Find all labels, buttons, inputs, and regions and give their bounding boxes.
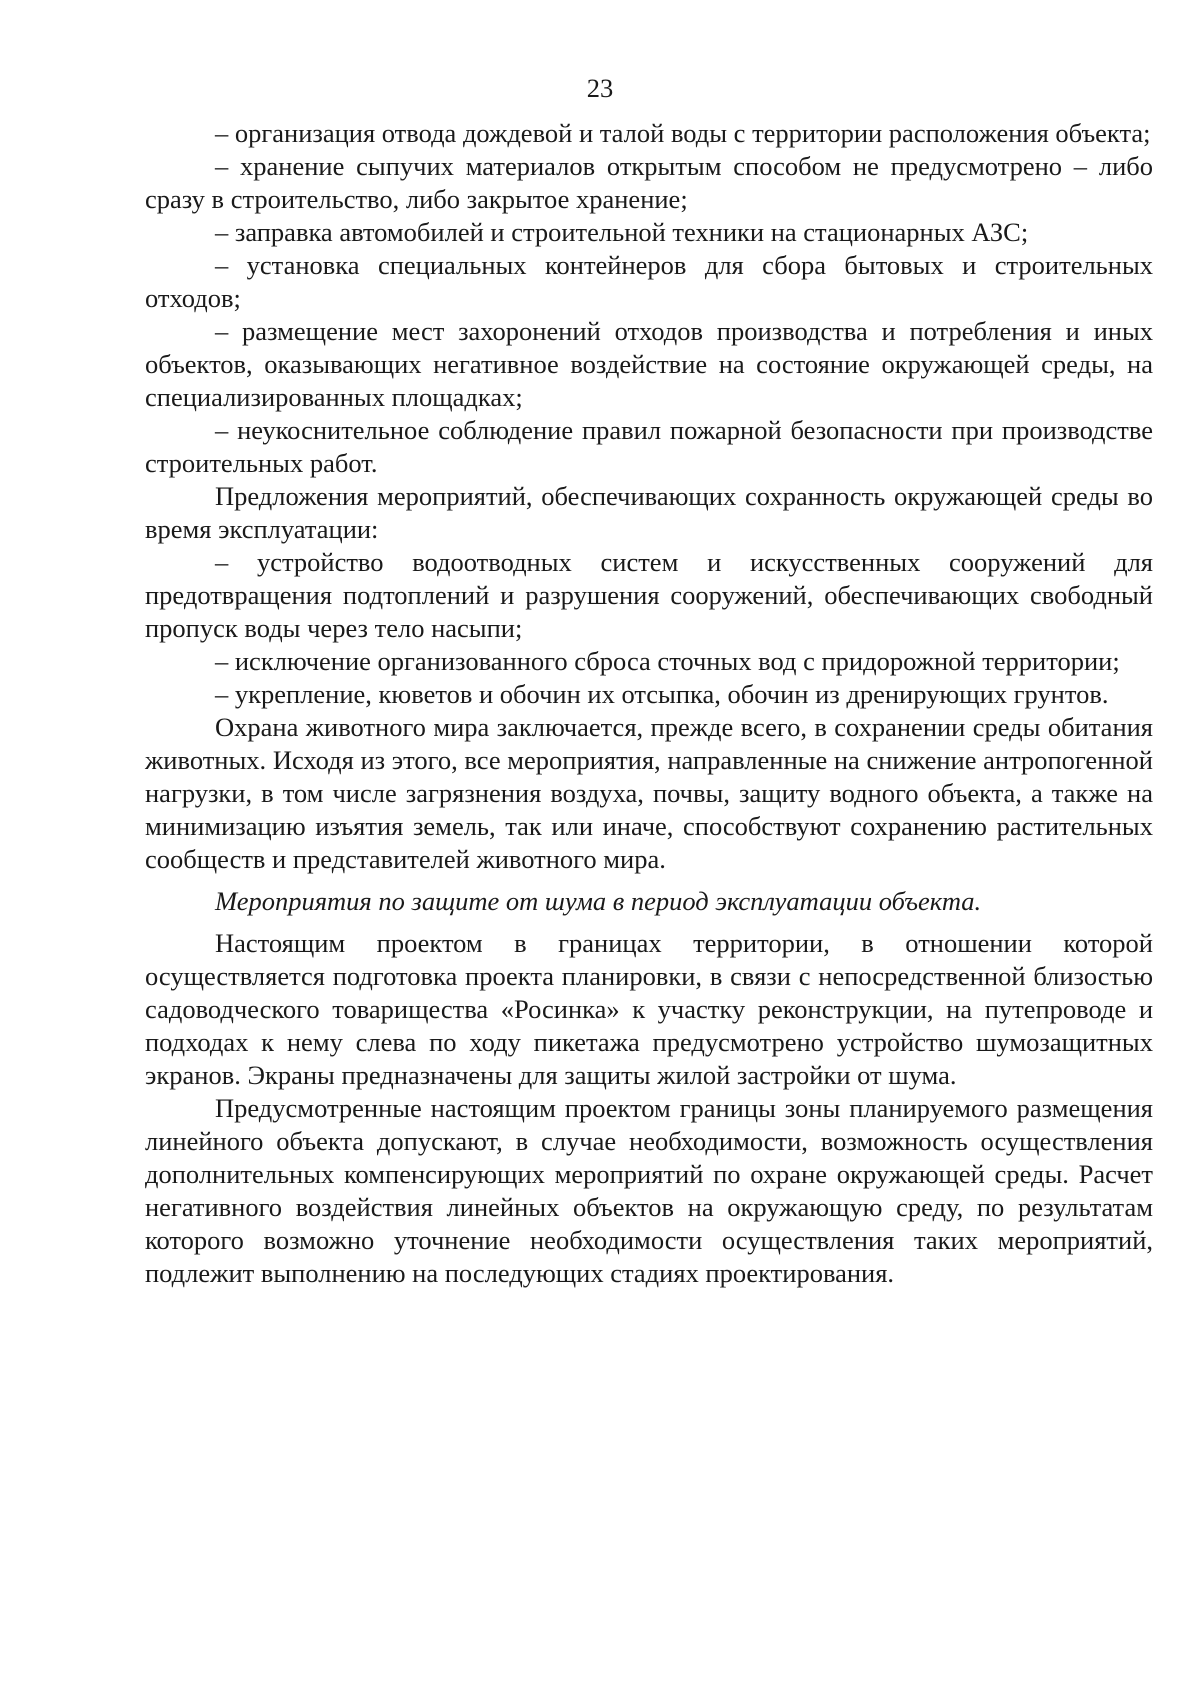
page-number: 23 (586, 73, 614, 103)
paragraph-operation-measures: Предложения мероприятий, обеспечивающих сохранность окружающей среды во время эксплуатации: (145, 481, 1153, 544)
list-item-refueling: – заправка автомобилей и строительной техники на стационарных АЗС; (215, 217, 1029, 247)
list-item-waste-disposal: – размещение мест захоронений отходов производства и потребления и иных объектов, оказывающих негативное воздействие на состояние окружающей среды, на специализированных площадках; (145, 316, 1153, 412)
list-item-drainage: – организация отвода дождевой и талой воды с территории расположения объекта; (215, 118, 1151, 148)
list-item-wastewater: – исключение организованного сброса сточных вод с придорожной территории; (215, 646, 1120, 676)
list-item-reinforcement: – укрепление, кюветов и обочин их отсыпка, обочин из дренирующих грунтов. (215, 679, 1109, 709)
list-item-drainage-systems: – устройство водоотводных систем и искусственных сооружений для предотвращения подтоплений и разрушения сооружений, обеспечивающих свободный пропуск воды через тело насыпи; (145, 547, 1153, 643)
list-item-fire-safety: – неукоснительное соблюдение правил пожарной безопасности при производстве строительных работ. (145, 415, 1153, 478)
section-heading-noise: Мероприятия по защите от шума в период эксплуатации объекта. (215, 886, 982, 916)
paragraph-noise-screens: Настоящим проектом в границах территории, в отношении которой осуществляется подготовка проекта планировки, в связи с непосредственной близостью садоводческого товарищества «Росинка» к участку реконструкции, на путепроводе и подходах к нему слева по ходу пикетажа предусмотрено устройство шумозащитных экранов. Экраны предназначены для защиты жилой застройки от шума. (145, 928, 1153, 1090)
list-item-bulk-materials: – хранение сыпучих материалов открытым способом не предусмотрено – либо сразу в строительство, либо закрытое хранение; (145, 151, 1153, 214)
document-body (145, 117, 1153, 1290)
paragraph-wildlife-protection: Охрана животного мира заключается, прежде всего, в сохранении среды обитания животных. Исходя из этого, все мероприятия, направленные на снижение антропогенной нагрузки, в том числе загрязнения воздуха, почвы, защиту водного объекта, а также на минимизацию изъятия земель, так или иначе, способствуют сохранению растительных сообществ и представителей животного мира. (145, 712, 1153, 874)
paragraph-compensating-measures: Предусмотренные настоящим проектом границы зоны планируемого размещения линейного объекта допускают, в случае необходимости, возможность осуществления дополнительных компенсирующих мероприятий по охране окружающей среды. Расчет негативного воздействия линейных объектов на окружающую среду, по результатам которого возможно уточнение необходимости осуществления таких мероприятий, подлежит выполнению на последующих стадиях проектирования. (145, 1093, 1153, 1288)
list-item-waste-containers: – установка специальных контейнеров для сбора бытовых и строительных отходов; (145, 250, 1153, 313)
